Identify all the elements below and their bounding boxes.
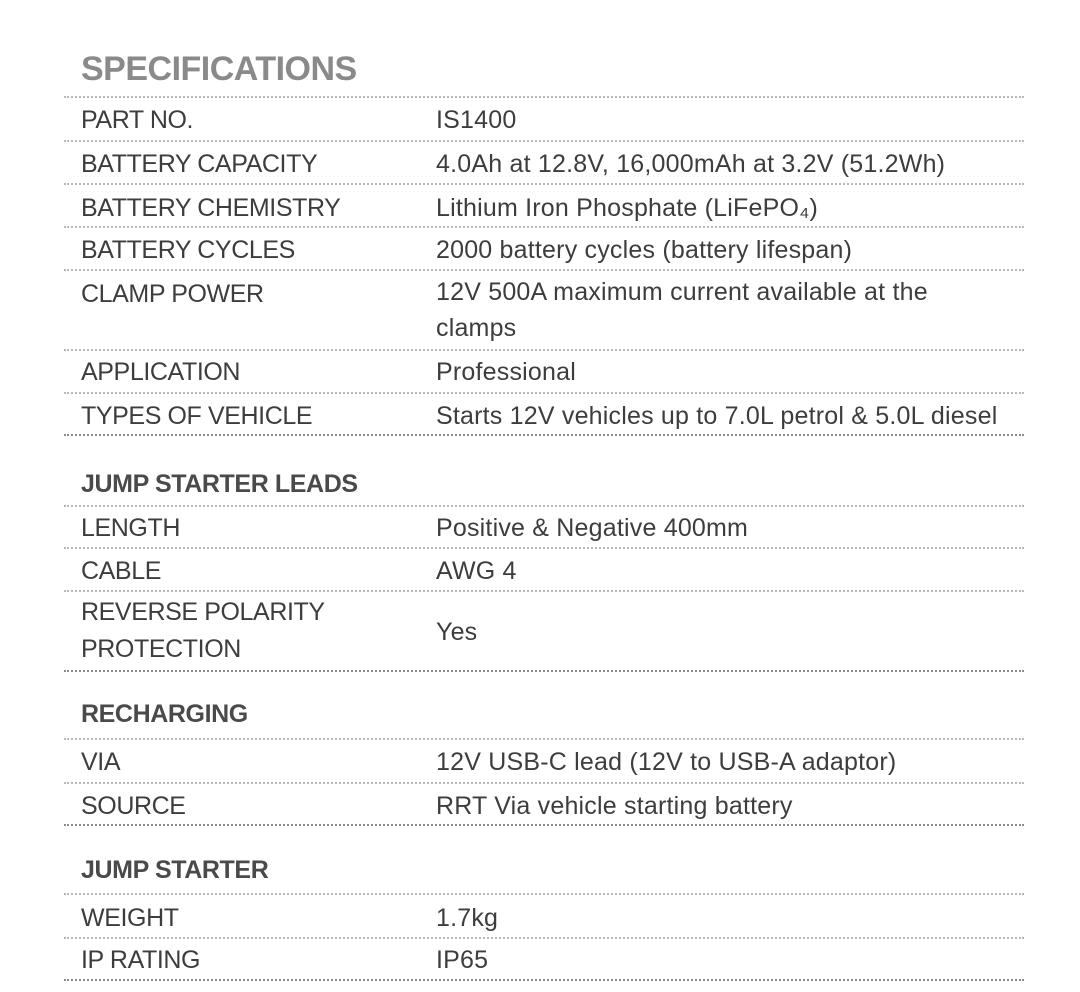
row-divider [64,140,1024,142]
recharging-value-via: 12V USB-C lead (12V to USB-A adaptor) [436,748,897,776]
section-heading-recharging: RECHARGING [81,700,248,728]
spec-label-application: APPLICATION [81,358,241,386]
spec-value-battery-capacity: 4.0Ah at 12.8V, 16,000mAh at 3.2V (51.2Wh) [436,150,946,178]
section-heading-jump-starter: JUMP STARTER [81,856,269,884]
leads-value-reverse-polarity: Yes [436,618,478,646]
leads-value-cable: AWG 4 [436,557,517,585]
section-heading-leads: JUMP STARTER LEADS [81,470,358,498]
row-divider [64,937,1024,939]
recharging-value-source: RRT Via vehicle starting battery [436,792,793,820]
spec-value-part-no: IS1400 [436,106,517,134]
page-title: SPECIFICATIONS [81,50,357,88]
section-divider [64,670,1024,672]
section-divider [64,979,1024,981]
row-divider [64,96,1024,98]
spec-value-types-of-vehicle: Starts 12V vehicles up to 7.0L petrol & 5.0L diesel [436,402,998,430]
spec-value-battery-chemistry: Lithium Iron Phosphate (LiFePO₄) [436,194,819,222]
recharging-label-via: VIA [81,748,121,776]
recharging-label-source: SOURCE [81,792,186,820]
spec-value-battery-cycles: 2000 battery cycles (battery lifespan) [436,236,853,264]
leads-label-reverse-polarity: REVERSE POLARITY PROTECTION [81,598,325,663]
spec-label-types-of-vehicle: TYPES OF VEHICLE [81,402,313,430]
row-divider [64,505,1024,507]
row-divider [64,893,1024,895]
jump-starter-value-ip-rating: IP65 [436,946,489,974]
spec-label-battery-capacity: BATTERY CAPACITY [81,150,318,178]
spec-value-application: Professional [436,358,576,386]
row-divider [64,547,1024,549]
leads-label-cable: CABLE [81,557,161,585]
spec-value-clamp-power: 12V 500A maximum current available at the clamps [436,278,928,342]
row-divider [64,269,1024,271]
spec-label-clamp-power: CLAMP POWER [81,280,264,308]
section-divider [64,434,1024,436]
jump-starter-value-weight: 1.7kg [436,904,499,932]
row-divider [64,738,1024,740]
row-divider [64,590,1024,592]
leads-value-length: Positive & Negative 400mm [436,514,749,542]
row-divider [64,183,1024,185]
jump-starter-label-weight: WEIGHT [81,904,179,932]
spec-label-part-no: PART NO. [81,106,194,134]
jump-starter-label-ip-rating: IP RATING [81,946,201,974]
leads-label-length: LENGTH [81,514,181,542]
row-divider [64,349,1024,351]
row-divider [64,226,1024,228]
spec-label-battery-cycles: BATTERY CYCLES [81,236,295,264]
row-divider [64,782,1024,784]
row-divider [64,392,1024,394]
spec-label-battery-chemistry: BATTERY CHEMISTRY [81,194,341,222]
section-divider [64,824,1024,826]
